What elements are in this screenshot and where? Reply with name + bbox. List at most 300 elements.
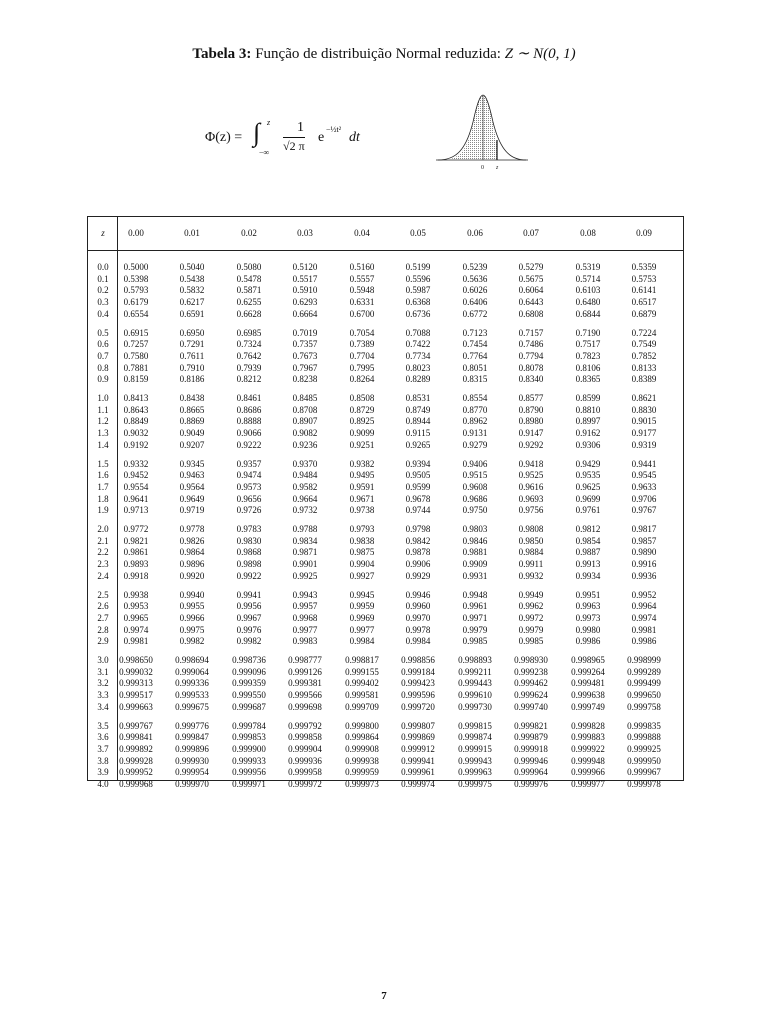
- table-cell: 0.998777: [288, 655, 322, 665]
- table-cell: 0.5675: [518, 273, 544, 284]
- table-cell: 0.999835: [627, 720, 661, 731]
- table-cell: 0.9783: [236, 524, 262, 534]
- table-cell: 0.999964: [514, 767, 548, 778]
- table-cell: 0.9948: [462, 589, 488, 600]
- table-cell: 0.9986: [631, 636, 657, 647]
- table-cell: 0.999961: [401, 767, 435, 778]
- table-cell: 0.9573: [236, 481, 262, 492]
- table-cell: 0.8790: [518, 404, 544, 415]
- table-cell: 0.7734: [405, 350, 431, 361]
- table-cell: 0.9357: [236, 458, 262, 469]
- table-cell: 0.9984: [405, 636, 431, 647]
- table-cell: 0.9846: [462, 535, 488, 546]
- table-cell: 0.9147: [518, 428, 544, 439]
- table-cell: 0.5279: [518, 262, 544, 272]
- column-header: 0.05: [410, 228, 426, 238]
- table-cell: 0.7611: [179, 350, 205, 361]
- table-cell: 0.9979: [462, 624, 488, 635]
- table-cell: 0.9761: [575, 505, 601, 516]
- table-cell: 0.9962: [518, 601, 544, 612]
- table-cell: 0.5359: [631, 262, 657, 272]
- table-cell: 0.9732: [292, 505, 318, 516]
- table-cell: 0.999936: [288, 755, 322, 766]
- cdf-formula: [205, 112, 375, 162]
- table-cell: 0.9279: [462, 439, 488, 450]
- table-cell: 0.7995: [349, 362, 375, 373]
- formula-integral: ∫: [253, 118, 261, 147]
- table-cell: 0.999954: [175, 767, 209, 778]
- table-cell: 0.9265: [405, 439, 431, 450]
- table-cell: 0.6772: [462, 308, 488, 319]
- table-cell: 0.9251: [349, 439, 375, 450]
- table-cell: 0.9850: [518, 535, 544, 546]
- table-cell: 0.7549: [631, 339, 657, 350]
- table-cell: 0.9808: [518, 524, 544, 534]
- table-cell: 0.999381: [288, 678, 322, 689]
- table-cell: 0.999847: [175, 732, 209, 743]
- table-cell: 0.9082: [292, 428, 318, 439]
- table-cell: 0.9599: [405, 481, 431, 492]
- row-header-z: 3.5: [97, 720, 109, 731]
- table-cell: 0.6103: [575, 285, 601, 296]
- table-cell: 0.999596: [401, 690, 435, 701]
- table-cell: 0.9901: [292, 559, 318, 570]
- table-cell: 0.9890: [631, 547, 657, 558]
- table-cell: 0.999892: [119, 743, 153, 754]
- formula-denominator: √2 π: [283, 139, 305, 153]
- row-header-z: 1.6: [97, 470, 109, 481]
- table-cell: 0.9678: [405, 493, 431, 504]
- table-cell: 0.9292: [518, 439, 544, 450]
- table-cell: 0.9554: [123, 481, 149, 492]
- table-cell: 0.999624: [514, 690, 548, 701]
- table-cell: 0.999896: [175, 743, 209, 754]
- table-cell: 0.999858: [288, 732, 322, 743]
- table-cell: 0.999904: [288, 743, 322, 754]
- table-cell: 0.998817: [345, 655, 379, 665]
- table-cell: 0.999720: [401, 701, 435, 712]
- row-header-z: 2.0: [97, 524, 109, 534]
- table-cell: 0.9977: [349, 624, 375, 635]
- table-cell: 0.999915: [458, 743, 492, 754]
- table-cell: 0.999709: [345, 701, 379, 712]
- table-cell: 0.9713: [123, 505, 149, 516]
- table-cell: 0.7939: [236, 362, 262, 373]
- table-cell: 0.9429: [575, 458, 601, 469]
- row-header-z: 1.3: [97, 428, 109, 439]
- table-cell: 0.999900: [232, 743, 266, 754]
- table-cell: 0.9382: [349, 458, 375, 469]
- row-header-z: 0.4: [97, 308, 109, 319]
- table-cell: 0.8554: [462, 393, 488, 403]
- table-cell: 0.999879: [514, 732, 548, 743]
- table-cell: 0.999972: [288, 779, 322, 789]
- row-header-z: 3.9: [97, 767, 109, 778]
- table-cell: 0.999581: [345, 690, 379, 701]
- table-cell: 0.5040: [179, 262, 205, 272]
- table-cell: 0.9972: [518, 612, 544, 623]
- table-cell: 0.6844: [575, 308, 601, 319]
- table-cell: 0.9854: [575, 535, 601, 546]
- table-cell: 0.9656: [236, 493, 262, 504]
- table-cell: 0.9981: [123, 636, 149, 647]
- title-text: Função de distribuição Normal reduzida:: [255, 46, 501, 62]
- table-cell: 0.7673: [292, 350, 318, 361]
- table-cell: 0.999959: [345, 767, 379, 778]
- table-cell: 0.9099: [349, 428, 375, 439]
- table-cell: 0.9955: [179, 601, 205, 612]
- table-cell: 0.9826: [179, 535, 205, 546]
- table-cell: 0.999264: [571, 666, 605, 677]
- table-cell: 0.6480: [575, 297, 601, 308]
- table-cell: 0.9706: [631, 493, 657, 504]
- table-cell: 0.6808: [518, 308, 544, 319]
- table-cell: 0.8643: [123, 404, 149, 415]
- table-cell: 0.7190: [575, 327, 601, 338]
- table-cell: 0.999928: [119, 755, 153, 766]
- table-cell: 0.9936: [631, 570, 657, 581]
- table-cell: 0.9898: [236, 559, 262, 570]
- table-cell: 0.7257: [123, 339, 149, 350]
- table-cell: 0.9738: [349, 505, 375, 516]
- table-cell: 0.999610: [458, 690, 492, 701]
- table-cell: 0.7054: [349, 327, 375, 338]
- page-title: [0, 44, 768, 63]
- table-cell: 0.999821: [514, 720, 548, 731]
- table-cell: 0.9821: [123, 535, 149, 546]
- table-cell: 0.999933: [232, 755, 266, 766]
- table-cell: 0.998650: [119, 655, 153, 665]
- row-header-z: 3.7: [97, 743, 109, 754]
- table-cell: 0.999313: [119, 678, 153, 689]
- table-cell: 0.9967: [236, 612, 262, 623]
- table-cell: 0.999943: [458, 755, 492, 766]
- table-cell: 0.999973: [345, 779, 379, 789]
- table-cell: 0.9968: [292, 612, 318, 623]
- table-cell: 0.8925: [349, 416, 375, 427]
- table-cell: 0.5120: [292, 262, 318, 272]
- table-cell: 0.7324: [236, 339, 262, 350]
- table-cell: 0.6985: [236, 327, 262, 338]
- table-cell: 0.999938: [345, 755, 379, 766]
- table-cell: 0.999096: [232, 666, 266, 677]
- row-header-z: 1.7: [97, 481, 109, 492]
- table-cell: 0.6591: [179, 308, 205, 319]
- table-cell: 0.9934: [575, 570, 601, 581]
- table-cell: 0.6331: [349, 297, 375, 308]
- table-cell: 0.7357: [292, 339, 318, 350]
- table-cell: 0.5910: [292, 285, 318, 296]
- row-header-z: 0.9: [97, 374, 109, 385]
- table-cell: 0.9319: [631, 439, 657, 450]
- table-cell: 0.6026: [462, 285, 488, 296]
- table-cell: 0.5557: [349, 273, 375, 284]
- table-cell: 0.7704: [349, 350, 375, 361]
- table-cell: 0.9913: [575, 559, 601, 570]
- table-cell: 0.9978: [405, 624, 431, 635]
- table-cell: 0.6554: [123, 308, 149, 319]
- row-header-z: 3.4: [97, 701, 109, 712]
- table-cell: 0.8907: [292, 416, 318, 427]
- table-cell: 0.6915: [123, 327, 149, 338]
- table-cell: 0.999922: [571, 743, 605, 754]
- table-cell: 0.9767: [631, 505, 657, 516]
- row-header-z: 1.8: [97, 493, 109, 504]
- table-cell: 0.9956: [236, 601, 262, 612]
- table-cell: 0.9857: [631, 535, 657, 546]
- table-cell: 0.7967: [292, 362, 318, 373]
- row-header-z: 0.0: [97, 262, 109, 272]
- table-cell: 0.9616: [518, 481, 544, 492]
- table-cell: 0.998965: [571, 655, 605, 665]
- column-header: 0.04: [354, 228, 370, 238]
- table-cell: 0.9922: [236, 570, 262, 581]
- table-cell: 0.8599: [575, 393, 601, 403]
- table-cell: 0.999930: [175, 755, 209, 766]
- table-cell: 0.9649: [179, 493, 205, 504]
- table-cell: 0.7881: [123, 362, 149, 373]
- table-cell: 0.9943: [292, 589, 318, 600]
- table-cell: 0.8078: [518, 362, 544, 373]
- row-header-z: 2.5: [97, 589, 109, 600]
- table-cell: 0.9938: [123, 589, 149, 600]
- table-cell: 0.5000: [123, 262, 149, 272]
- table-cell: 0.999958: [288, 767, 322, 778]
- table-cell: 0.9484: [292, 470, 318, 481]
- table-cell: 0.9394: [405, 458, 431, 469]
- column-header: 0.01: [184, 228, 200, 238]
- table-cell: 0.5319: [575, 262, 601, 272]
- table-cell: 0.999828: [571, 720, 605, 731]
- table-cell: 0.9564: [179, 481, 205, 492]
- table-cell: 0.999970: [175, 779, 209, 789]
- table-cell: 0.9940: [179, 589, 205, 600]
- table-cell: 0.9236: [292, 439, 318, 450]
- table-cell: 0.999650: [627, 690, 661, 701]
- table-cell: 0.8438: [179, 393, 205, 403]
- table-cell: 0.9916: [631, 559, 657, 570]
- table-cell: 0.9918: [123, 570, 149, 581]
- table-cell: 0.999749: [571, 701, 605, 712]
- table-cell: 0.9963: [575, 601, 601, 612]
- table-cell: 0.9973: [575, 612, 601, 623]
- table-cell: 0.9957: [292, 601, 318, 612]
- table-cell: 0.8849: [123, 416, 149, 427]
- table-cell: 0.6406: [462, 297, 488, 308]
- table-cell: 0.999941: [401, 755, 435, 766]
- table-cell: 0.9949: [518, 589, 544, 600]
- table-cell: 0.7486: [518, 339, 544, 350]
- table-cell: 0.9750: [462, 505, 488, 516]
- table-cell: 0.9953: [123, 601, 149, 612]
- row-header-z: 2.3: [97, 559, 109, 570]
- table-cell: 0.9927: [349, 570, 375, 581]
- table-cell: 0.9798: [405, 524, 431, 534]
- table-cell: 0.9452: [123, 470, 149, 481]
- row-header-z: 0.1: [97, 273, 109, 284]
- table-cell: 0.8665: [179, 404, 205, 415]
- column-header: 0.09: [636, 228, 652, 238]
- table-cell: 0.999550: [232, 690, 266, 701]
- table-cell: 0.9015: [631, 416, 657, 427]
- table-cell: 0.998999: [627, 655, 661, 665]
- table-cell: 0.999238: [514, 666, 548, 677]
- table-cell: 0.9980: [575, 624, 601, 635]
- table-cell: 0.999963: [458, 767, 492, 778]
- table-cell: 0.5398: [123, 273, 149, 284]
- table-cell: 0.5987: [405, 285, 431, 296]
- table-cell: 0.5871: [236, 285, 262, 296]
- table-cell: 0.999841: [119, 732, 153, 743]
- table-cell: 0.999443: [458, 678, 492, 689]
- table-cell: 0.9222: [236, 439, 262, 450]
- table-cell: 0.999663: [119, 701, 153, 712]
- table-cell: 0.8770: [462, 404, 488, 415]
- table-cell: 0.6179: [123, 297, 149, 308]
- table-cell: 0.9131: [462, 428, 488, 439]
- normal-curve-figure: [436, 90, 528, 172]
- table-cell: 0.9964: [631, 601, 657, 612]
- table-cell: 0.9812: [575, 524, 601, 534]
- table-cell: 0.9904: [349, 559, 375, 570]
- table-cell: 0.9582: [292, 481, 318, 492]
- table-cell: 0.8212: [236, 374, 262, 385]
- table-cell: 0.6064: [518, 285, 544, 296]
- table-cell: 0.9545: [631, 470, 657, 481]
- table-cell: 0.999359: [232, 678, 266, 689]
- table-cell: 0.9625: [575, 481, 601, 492]
- table-cell: 0.7291: [179, 339, 205, 350]
- table-cell: 0.998694: [175, 655, 209, 665]
- table-cell: 0.6700: [349, 308, 375, 319]
- table-cell: 0.999976: [514, 779, 548, 789]
- table-cell: 0.9664: [292, 493, 318, 504]
- table-cell: 0.8962: [462, 416, 488, 427]
- formula-dt: dt: [349, 130, 360, 145]
- table-cell: 0.8461: [236, 393, 262, 403]
- table-cell: 0.9970: [405, 612, 431, 623]
- table-cell: 0.9306: [575, 439, 601, 450]
- table-cell: 0.9977: [292, 624, 318, 635]
- table-cell: 0.8621: [631, 393, 657, 403]
- table-cell: 0.9515: [462, 470, 488, 481]
- column-header: 0.00: [128, 228, 144, 238]
- table-cell: 0.5478: [236, 273, 262, 284]
- table-cell: 0.9162: [575, 428, 601, 439]
- table-cell: 0.8830: [631, 404, 657, 415]
- table-cell: 0.8289: [405, 374, 431, 385]
- table-cell: 0.5948: [349, 285, 375, 296]
- table-cell: 0.999815: [458, 720, 492, 731]
- table-cell: 0.9929: [405, 570, 431, 581]
- table-cell: 0.999499: [627, 678, 661, 689]
- table-cell: 0.5239: [462, 262, 488, 272]
- table-cell: 0.999912: [401, 743, 435, 754]
- table-cell: 0.998736: [232, 655, 266, 665]
- row-header-z: 3.3: [97, 690, 109, 701]
- table-cell: 0.9463: [179, 470, 205, 481]
- table-cell: 0.999675: [175, 701, 209, 712]
- table-cell: 0.999730: [458, 701, 492, 712]
- table-cell: 0.6628: [236, 308, 262, 319]
- table-cell: 0.999638: [571, 690, 605, 701]
- table-cell: 0.9906: [405, 559, 431, 570]
- table-cell: 0.7517: [575, 339, 601, 350]
- table-cell: 0.7224: [631, 327, 657, 338]
- table-cell: 0.9985: [462, 636, 488, 647]
- table-cell: 0.9332: [123, 458, 149, 469]
- formula-upper-limit: z: [267, 118, 271, 127]
- table-cell: 0.7157: [518, 327, 544, 338]
- table-cell: 0.9920: [179, 570, 205, 581]
- table-cell: 0.999064: [175, 666, 209, 677]
- table-cell: 0.999481: [571, 678, 605, 689]
- table-cell: 0.9535: [575, 470, 601, 481]
- table-cell: 0.9959: [349, 601, 375, 612]
- row-header-z: 3.2: [97, 678, 109, 689]
- column-header-z: z: [101, 228, 105, 238]
- row-header-z: 1.2: [97, 416, 109, 427]
- table-cell: 0.7852: [631, 350, 657, 361]
- table-cell: 0.999800: [345, 720, 379, 731]
- table-cell: 0.9984: [349, 636, 375, 647]
- label-z: z: [496, 165, 499, 171]
- table-cell: 0.9834: [292, 535, 318, 546]
- column-header: 0.03: [297, 228, 313, 238]
- table-cell: 0.8186: [179, 374, 205, 385]
- row-header-z: 2.6: [97, 601, 109, 612]
- table-cell: 0.9441: [631, 458, 657, 469]
- row-header-z: 3.0: [97, 655, 109, 665]
- table-cell: 0.9946: [405, 589, 431, 600]
- table-cell: 0.999402: [345, 678, 379, 689]
- row-header-z: 3.8: [97, 755, 109, 766]
- table-cell: 0.8238: [292, 374, 318, 385]
- table-cell: 0.9966: [179, 612, 205, 623]
- table-cell: 0.999971: [232, 779, 266, 789]
- table-cell: 0.9793: [349, 524, 375, 534]
- table-cell: 0.999767: [119, 720, 153, 731]
- table-cell: 0.999948: [571, 755, 605, 766]
- table-cell: 0.9960: [405, 601, 431, 612]
- table-cell: 0.9744: [405, 505, 431, 516]
- table-cell: 0.8869: [179, 416, 205, 427]
- table-cell: 0.8729: [349, 404, 375, 415]
- table-cell: 0.998856: [401, 655, 435, 665]
- table-cell: 0.5080: [236, 262, 262, 272]
- table-cell: 0.5596: [405, 273, 431, 284]
- table-cell: 0.5832: [179, 285, 205, 296]
- table-cell: 0.9974: [123, 624, 149, 635]
- table-cell: 0.999918: [514, 743, 548, 754]
- table-cell: 0.9941: [236, 589, 262, 600]
- table-cell: 0.999952: [119, 767, 153, 778]
- row-header-z: 0.5: [97, 327, 109, 338]
- table-cell: 0.5199: [405, 262, 431, 272]
- table-cell: 0.9686: [462, 493, 488, 504]
- table-cell: 0.9986: [575, 636, 601, 647]
- table-cell: 0.9207: [179, 439, 205, 450]
- table-cell: 0.9982: [236, 636, 262, 647]
- row-header-z: 0.6: [97, 339, 109, 350]
- column-header: 0.06: [467, 228, 483, 238]
- table-cell: 0.999946: [514, 755, 548, 766]
- page-number: 7: [381, 990, 387, 1002]
- table-cell: 0.9878: [405, 547, 431, 558]
- table-cell: 0.999336: [175, 678, 209, 689]
- table-cell: 0.9370: [292, 458, 318, 469]
- table-cell: 0.9952: [631, 589, 657, 600]
